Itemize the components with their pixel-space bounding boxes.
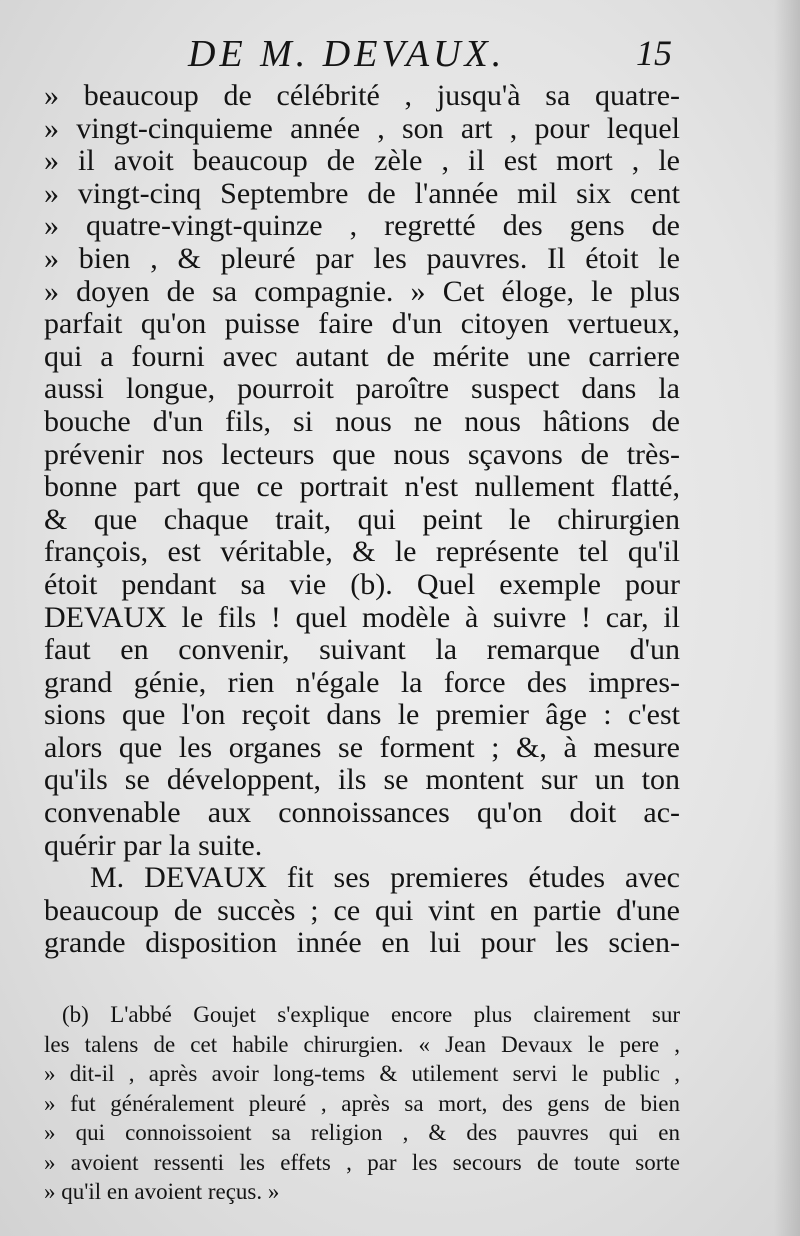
footnote-line: (b) L'abbé Goujet s'explique encore plus clairement sur <box>62 1002 680 1027</box>
text-line: beaucoup de succès ; ce qui vint en partie d'une <box>44 893 680 927</box>
page-edge-shadow <box>774 0 800 1236</box>
footnote-line: » fut généralement pleuré , après sa mort, des gens de bien <box>44 1090 680 1116</box>
main-text <box>44 80 680 960</box>
text-line: françois, est véritable, & le représente tel qu'il <box>44 535 680 569</box>
text-line: » quatre-vingt-quinze , regretté des gens de <box>44 209 680 243</box>
footnote-line: » avoient ressenti les effets , par les secours de toute sorte <box>44 1149 680 1175</box>
paragraph-start-line: M. DEVAUX fit ses premieres études avec <box>90 861 680 895</box>
text-line: prévenir nos lecteurs que nous sçavons de très- <box>44 437 680 471</box>
page-number: 15 <box>636 33 672 73</box>
footnote <box>44 1000 680 1207</box>
text-line: qu'ils se développent, ils se montent sur un ton <box>44 763 680 797</box>
text-line: convenable aux connoissances qu'on doit ac- <box>44 796 680 830</box>
text-line: étoit pendant sa vie (b). Quel exemple pour <box>44 567 680 601</box>
text-line: » vingt-cinquieme année , son art , pour lequel <box>44 111 680 145</box>
text-line: » il avoit beaucoup de zèle , il est mort , le <box>44 144 680 178</box>
text-line: qui a fourni avec autant de mérite une carriere <box>44 339 680 373</box>
text-line: aussi longue, pourroit paroître suspect dans la <box>44 372 680 406</box>
text-line: » doyen de sa compagnie. » Cet éloge, le plus <box>44 274 680 308</box>
text-line: » beaucoup de célébrité , jusqu'à sa quatre- <box>44 79 680 112</box>
running-head: DE M. DEVAUX. <box>188 33 506 75</box>
text-line: » vingt-cinq Septembre de l'année mil six cent <box>44 176 680 210</box>
footnote-line: » dit-il , après avoir long-tems & utilement servi le public , <box>44 1061 680 1086</box>
text-line: bonne part que ce portrait n'est nullement flatté, <box>44 470 680 504</box>
text-line: » bien , & pleuré par les pauvres. Il étoit le <box>44 241 680 275</box>
text-line: sions que l'on reçoit dans le premier âge : c'est <box>44 698 680 732</box>
text-line: DEVAUX le fils ! quel modèle à suivre ! car, il <box>44 600 680 634</box>
paragraph-end-line: quérir par la suite. <box>44 828 263 862</box>
footnote-line: » qui connoissoient sa religion , & des pauvres qui en <box>44 1120 680 1145</box>
text-line: & que chaque trait, qui peint le chirurgien <box>44 502 680 536</box>
text-line: parfait qu'on puisse faire d'un citoyen vertueux, <box>44 307 680 341</box>
text-line: grande disposition innée en lui pour les scien- <box>44 926 680 960</box>
text-line: alors que les organes se forment ; &, à mesure <box>44 730 680 764</box>
footnote-line: les talens de cet habile chirurgien. « Jean Devaux le pere , <box>44 1031 680 1057</box>
text-line: faut en convenir, suivant la remarque d'un <box>44 633 680 667</box>
footnote-line: » qu'il en avoient reçus. » <box>44 1179 280 1204</box>
text-line: bouche d'un fils, si nous ne nous hâtions de <box>44 404 680 438</box>
page-header <box>0 30 800 80</box>
text-line: grand génie, rien n'égale la force des impres- <box>44 665 680 699</box>
